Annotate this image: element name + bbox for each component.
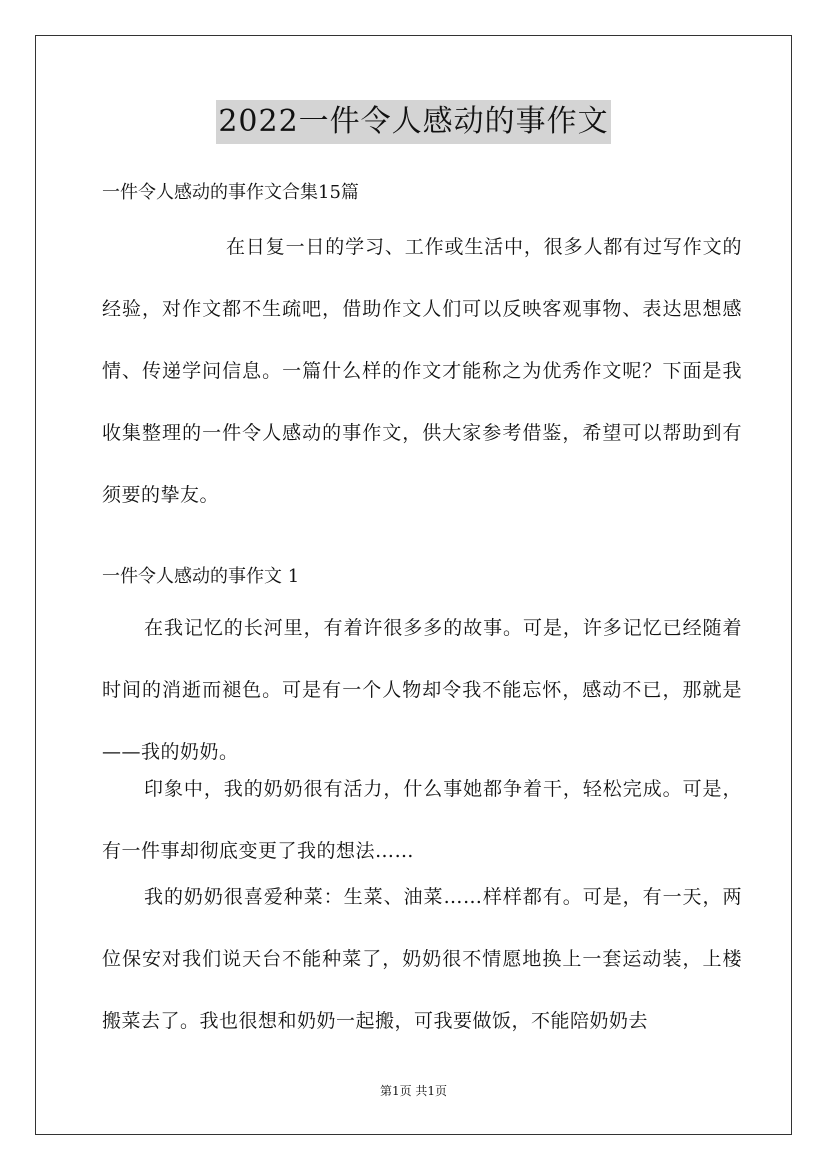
document-subtitle: 一件令人感动的事作文合集15篇	[102, 182, 359, 203]
section-heading: 一件令人感动的事作文 1	[102, 566, 300, 587]
document-title: 2022一件令人感动的事作文	[216, 100, 610, 144]
body-paragraph: 我的奶奶很喜爱种菜：生菜、油菜……样样都有。可是，有一天，两位保安对我们说天台不能种菜了，奶奶很不情愿地换上一套运动装，上楼搬菜去了。我也很想和奶奶一起搬，可我要做饭，不能陪奶奶去	[102, 886, 742, 1032]
body-paragraph: 在我记忆的长河里，有着许很多多的故事。可是，许多记忆已经随着时间的消逝而褪色。可是有一个人物却令我不能忘怀，感动不已，那就是——我的奶奶。	[102, 617, 742, 763]
document-title-wrapper	[0, 100, 827, 144]
intro-paragraph: 在日复一日的学习、工作或生活中，很多人都有过写作文的经验，对作文都不生疏吧，借助作文人们可以反映客观事物、表达思想感情、传递学问信息。一篇什么样的作文才能称之为优秀作文呢？下面是我收集整理的一件令人感动的事作文，供大家参考借鉴，希望可以帮助到有须要的挚友。	[102, 236, 742, 506]
body-paragraph: 印象中，我的奶奶很有活力，什么事她都争着干，轻松完成。可是，有一件事却彻底变更了我的想法……	[102, 778, 742, 862]
page-number-footer: 第1页 共1页	[379, 1084, 448, 1098]
